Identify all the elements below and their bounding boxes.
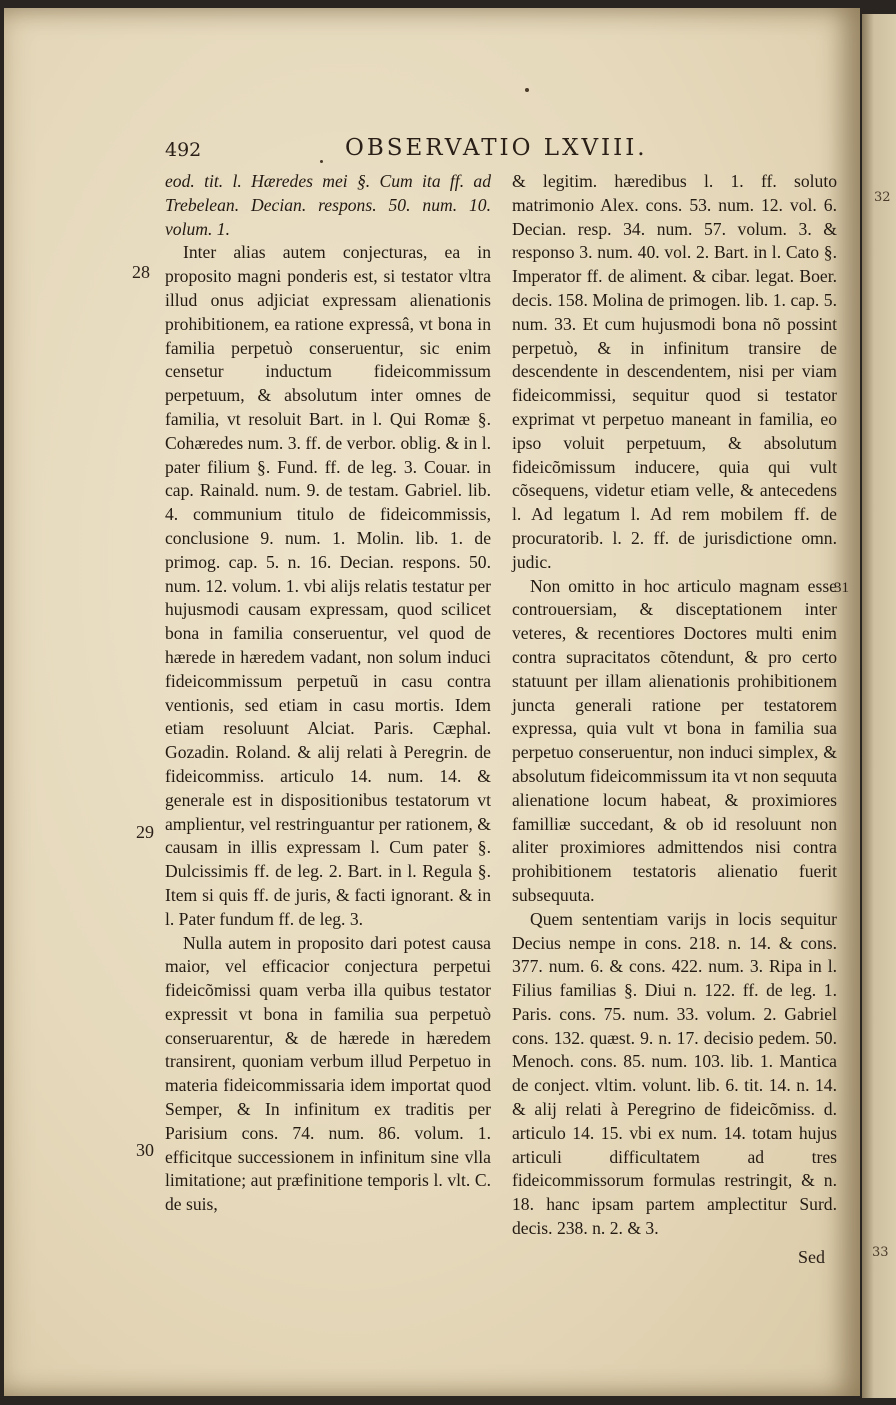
paragraph: Nulla autem in proposito dari potest causa maior, vel efficacior conjectura perpetui fideicõmissi quam verba illa quibus testator expressit vt bona in familia sua perpetuò conseruarentur, & de hærede in hæredem transirent, quoniam verbum illud Perpetuo in materia fideicommissaria idem importat quod Semper, & In infinitum ex traditis per Parisium cons. 74. num. 86. volum. 1. efficitque successionem in infinitum sine vlla limitatione; aut præfinitione temporis l. vlt. C. de suis,	[165, 932, 491, 1215]
running-title: OBSERVATIO LXVIII.	[345, 135, 648, 161]
margin-number: 30	[136, 1140, 154, 1160]
page-number: 492	[165, 139, 202, 161]
opposite-page-number: 32	[874, 190, 891, 205]
page-header	[165, 135, 845, 165]
margin-number: 29	[136, 822, 154, 842]
margin-number: 28	[132, 262, 150, 282]
ink-speck	[525, 88, 529, 92]
right-column	[512, 170, 837, 1241]
left-column	[165, 170, 491, 1217]
margin-number: 31	[834, 580, 849, 596]
paragraph: Inter alias autem conjecturas, ea in proposito magni ponderis est, si testator vltra illud onus adjiciat expressam alienationis prohibitionem, ea ratione expressâ, vt bona in familia perpetuò conseruentur, sic enim censetur inductum fideicommissum perpetuum, & absolutum inter omnes de familia, vt resoluit Bart. in l. Qui Romæ §. Cohæredes num. 3. ff. de verbor. oblig. & in l. pater filium §. Fund. ff. de leg. 3. Couar. in cap. Rainald. num. 9. de testam. Gabriel. lib. 4. communium titulo de fideicommissis, conclusione 9. num. 1. Molin. lib. 1. de primog. cap. 5. n. 16. Decian. respons. 50. num. 12. volum. 1. vbi alijs relatis testatur per hujusmodi causam expressam, quod scilicet bona in familia conseruentur, vel quod de hærede in hæredem vadant, non solum induci fideicommissum perpetuũ in casu contra ventionis, sed etiam in casu mortis. Idem etiam resoluunt Alciat. Paris. Cæphal. Gozadin. Roland. & alij relati à Peregrin. de fideicommiss. articulo 14. num. 14. & generale est in dispositionibus testatorum vt amplientur, vel restringuantur per rationem, & causam in illis expressam l. Cum pater §. Dulcissimis ff. de leg. 2. Bart. in l. Regula §. Item si quis ff. de juris, & facti ignorant. & in l. Pater fundum ff. de leg. 3.	[165, 242, 491, 929]
paragraph: Non omitto in hoc articulo magnam esse controuersiam, & disceptationem inter veteres, & recentiores Doctores multi enim contra supracitatos cõtendunt, & pro certo statuunt per illam alienationis prohibitionem juncta generali ratione per testatorem expressa, quia vult vt bona in familia sua perpetuo conseruentur, non induci simplex, & absolutum fideicommissum ita vt non sequuta alienatione locum habeat, & proximiores familliæ succedant, & ob id resoluunt non aliter proximiores admittendos nisi contra prohibitionem testatoris alienatio fuerit subsequuta.	[512, 575, 837, 905]
paragraph: eod. tit. l. Hæredes mei §. Cum ita ff. ad Trebelean. Decian. respons. 50. num. 10. volum. 1.	[165, 171, 491, 239]
catchword: Sed	[798, 1247, 825, 1267]
paragraph: & legitim. hæredibus l. 1. ff. soluto matrimonio Alex. cons. 53. num. 12. vol. 6. Decian. resp. 34. num. 57. volum. 3. & responso 3. num. 40. vol. 2. Bart. in l. Cato §. Imperator ff. de aliment. & cibar. legat. Boer. decis. 158. Molina de primogen. lib. 1. cap. 5. num. 33. Et cum hujusmodi bona nõ possint perpetuò, & in infinitum transire de descendente in descendentem, nisi per viam fideicommissi, sequitur quod si testator exprimat vt perpetuo maneant in familia, eo ipso voluit perpetuum, & absolutum fideicõmissum inducere, quia qui vult cõsequens, videtur etiam velle, & antecedens l. Ad legatum l. Ad rem mobilem ff. de procuratorib. l. 2. ff. de jurisdictione omn. judic.	[512, 171, 837, 572]
paragraph: Quem sententiam varijs in locis sequitur Decius nempe in cons. 218. n. 14. & cons. 377. num. 6. & cons. 422. num. 3. Ripa in l. Filius familias §. Diui n. 122. ff. de leg. 1. Paris. cons. 75. num. 33. volum. 2. Gabriel cons. 132. quæst. 9. n. 17. decisio pedem. 50. Menoch. cons. 85. num. 103. lib. 1. Mantica de conject. vltim. volunt. lib. 6. tit. 14. n. 14. & alij relati à Peregrino de fideicõmiss. d. articulo 14. 15. vbi ex num. 14. totam hujus articuli difficultatem ad tres fideicommissorum formulas restringit, & n. 18. hanc ipsam partem amplectitur Surd. decis. 238. n. 2. & 3.	[512, 908, 837, 1239]
opposite-page-edge	[862, 14, 896, 1398]
opposite-page-number: 33	[872, 1245, 889, 1260]
